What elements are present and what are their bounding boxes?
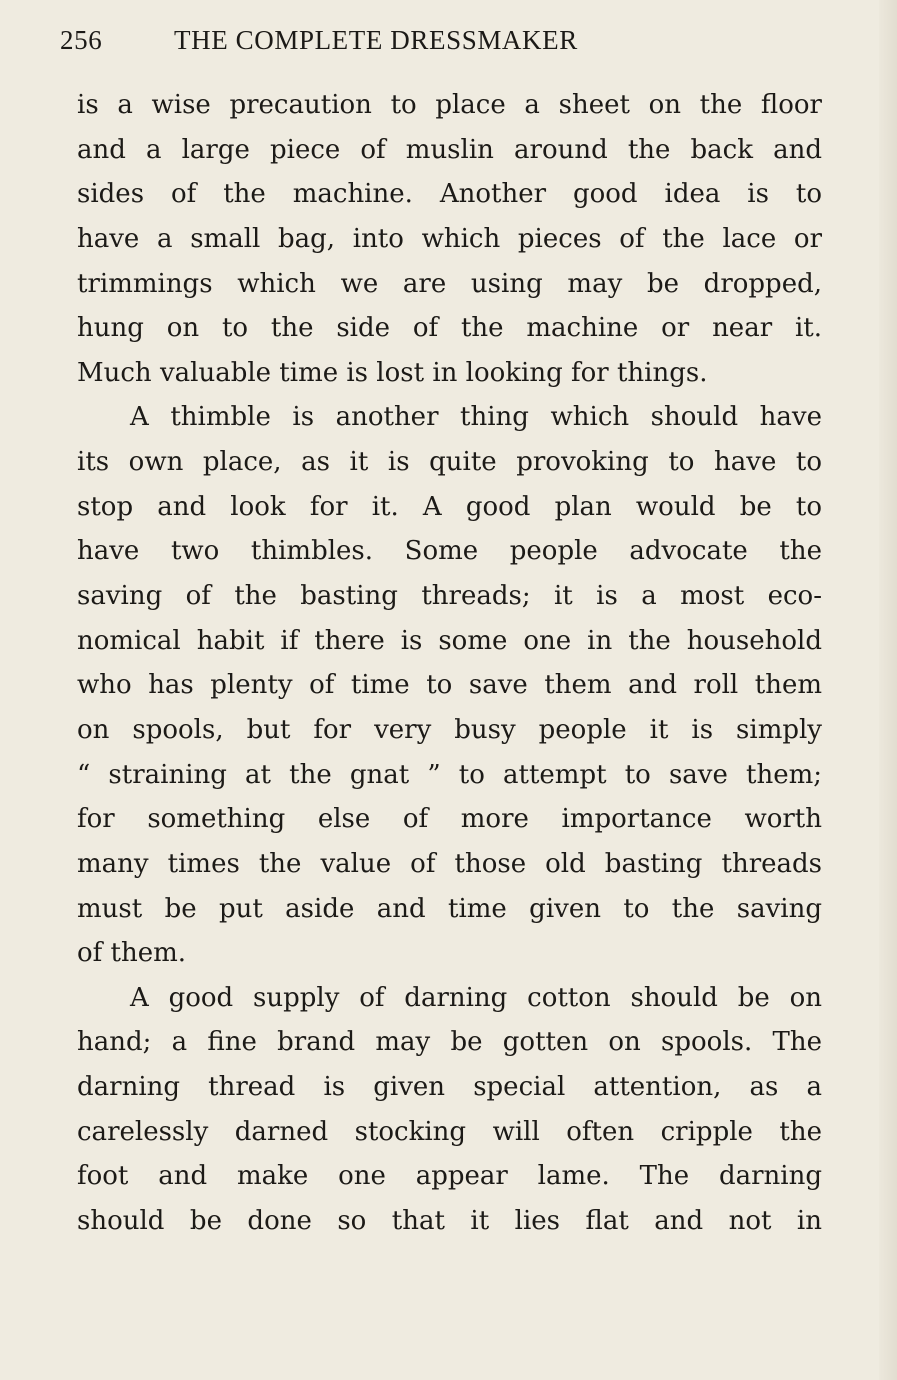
text-line: A good supply of darning cotton should be on	[130, 982, 822, 1013]
body-text	[77, 83, 822, 1244]
text-line: nomical habit if there is some one in the household	[77, 625, 822, 656]
running-head	[60, 22, 830, 58]
text-line: on spools, but for very busy people it is simply	[77, 714, 822, 745]
text-line: darning thread is given special attention, as a	[77, 1072, 822, 1103]
text-line: “ straining at the gnat ” to attempt to save them;	[77, 759, 822, 790]
text-line: and a large piece of muslin around the back and	[77, 134, 822, 165]
text-line: carelessly darned stocking will often cripple the	[77, 1116, 822, 1147]
text-line: hung on to the side of the machine or near it.	[77, 313, 822, 344]
text-line: sides of the machine. Another good idea is to	[77, 179, 822, 210]
text-line: many times the value of those old basting threads	[77, 848, 822, 879]
text-line: A thimble is another thing which should have	[130, 402, 822, 433]
text-line: its own place, as it is quite provoking to have to	[77, 447, 822, 478]
text-line: have two thimbles. Some people advocate the	[77, 536, 822, 567]
text-line: is a wise precaution to place a sheet on the floor	[77, 90, 822, 120]
text-line: have a small bag, into which pieces of the lace or	[77, 223, 822, 254]
text-line: must be put aside and time given to the saving	[77, 893, 822, 924]
page-edge-shadow	[879, 0, 897, 1380]
text-line: for something else of more importance worth	[77, 804, 822, 835]
running-title: THE COMPLETE DRESSMAKER	[174, 25, 578, 55]
text-line: of them.	[77, 938, 187, 969]
page-number: 256	[60, 25, 103, 55]
text-line: who has plenty of time to save them and roll them	[77, 670, 822, 701]
text-line: hand; a fine brand may be gotten on spools. The	[77, 1027, 822, 1058]
text-line: foot and make one appear lame. The darning	[77, 1161, 822, 1192]
text-line: trimmings which we are using may be dropped,	[77, 268, 822, 299]
text-line: Much valuable time is lost in looking for things.	[77, 357, 708, 388]
text-line: stop and look for it. A good plan would be to	[77, 491, 822, 522]
text-line: should be done so that it lies flat and not in	[77, 1206, 822, 1237]
text-line: saving of the basting threads; it is a most eco-	[77, 581, 822, 612]
